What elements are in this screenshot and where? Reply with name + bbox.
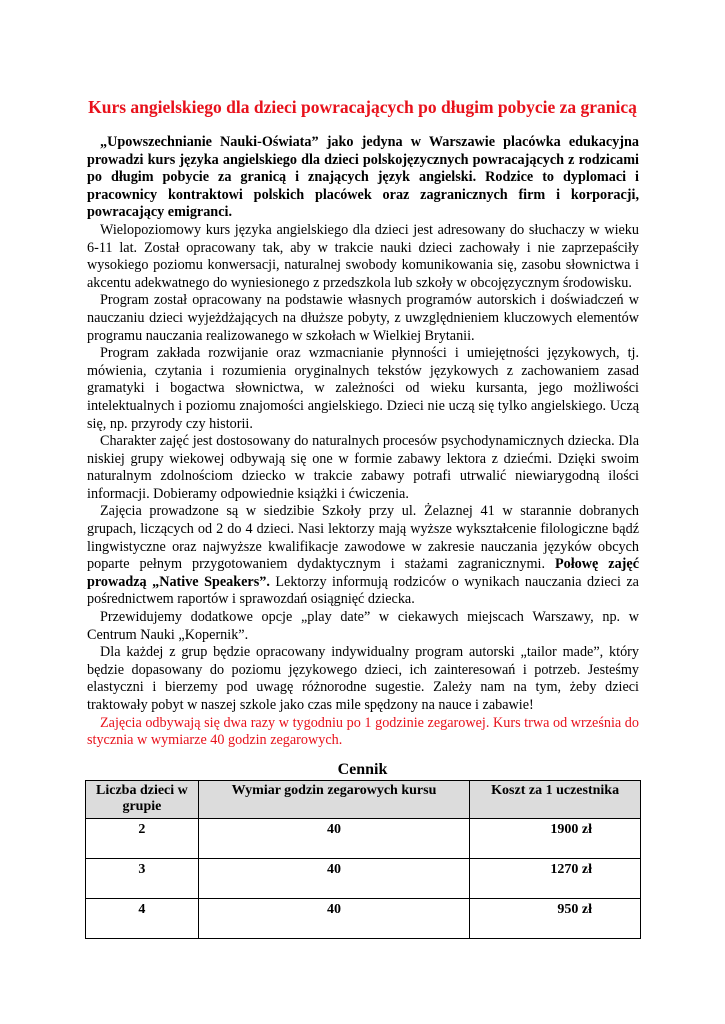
table-header-row (86, 781, 641, 819)
paragraph-class-character: Charakter zajęć jest dostosowany do naturalnych procesów psychodynamicznych dziecka. Dla niskiej grupy wiekowej odbywają się one w formie zabawy lektora z dziećmi. Dzięki swoim naturalnym zdolnościom dziecko w trakcie zabawy potrafi utrwalić niewiarygodną ilości informacji. Dobieramy odpowiednie książki i ćwiczenia. (87, 433, 639, 502)
paragraph-program-goals: Program zakłada rozwijanie oraz wzmacnianie płynności i umiejętności językowych, tj. mówienia, czytania i rozumienia oryginalnych tekstów językowych z zachowaniem zasad gramatyki i bogactwa słownictwa, w zależności od wieku kursanta, jego możliwości intelektualnych i poziomu znajomości angielskiego. Dzieci nie uczą się tylko angielskiego. Uczą się, np. przyrody czy historii. (87, 345, 639, 432)
cell-course-hours: 40 (198, 859, 469, 899)
price-table (85, 780, 641, 939)
table-row (86, 899, 641, 939)
cell-group-size: 4 (86, 899, 199, 939)
header-cost-per-participant: Koszt za 1 uczestnika (470, 781, 641, 819)
cell-cost: 1900 zł (470, 819, 641, 859)
cell-course-hours: 40 (198, 819, 469, 859)
paragraph-location-part2: Lektorzy informują rodziców o wynikach nauczania dzieci za pośrednictwem raportów i sprawozdań osiągnięć dziecka. (87, 573, 639, 608)
cell-group-size: 2 (86, 819, 199, 859)
cell-cost: 1270 zł (470, 859, 641, 899)
paragraph-play-date: Przewidujemy dodatkowe opcje „play date” w ciekawych miejscach Warszawy, np. w Centrum Nauki „Kopernik”. (87, 609, 639, 643)
header-group-size: Liczba dzieci w grupie (86, 781, 199, 819)
intro-paragraph: „Upowszechnianie Nauki-Oświata” jako jedyna w Warszawie placówka edukacyjna prowadzi kurs języka angielskiego dla dzieci polskojęzycznych powracających z rodzicami po długim pobycie za granicą i znających język angielski. Rodzice to dyplomaci i pracownicy kontraktowi polskich placówek oraz zagranicznych firm i korporacji, powracający emigranci. (87, 134, 639, 221)
price-table-heading: Cennik (337, 761, 388, 778)
cell-cost: 950 zł (470, 899, 641, 939)
paragraph-schedule: Zajęcia odbywają się dwa razy w tygodniu po 1 godzinie zegarowej. Kurs trwa od września do stycznia w wymiarze 40 godzin zegarowych. (87, 714, 639, 749)
document-body (87, 134, 639, 750)
table-row (86, 859, 641, 899)
paragraph-program-basis: Program został opracowany na podstawie własnych programów autorskich i doświadczeń w nauczaniu dzieci wyjeżdżających na dłuższe pobyty, z uwzględnieniem kluczowych elementów programu nauczania realizowanego w szkołach w Wielkiej Brytanii. (87, 292, 639, 344)
paragraph-tailor-made: Dla każdej z grup będzie opracowany indywidualny program autorski „tailor made”, który będzie dopasowany do poziomu językowego dzieci, ich zainteresowań i potrzeb. Jesteśmy elastyczni i bierzemy pod uwagę różnorodne sugestie. Zależy nam na tym, żeby dzieci traktowały pobyt w naszej szkole jako czas mile spędzony na nauce i zabawie! (87, 644, 639, 713)
cell-course-hours: 40 (198, 899, 469, 939)
paragraph-location-teachers (87, 503, 639, 609)
paragraph-location-part1: Zajęcia prowadzone są w siedzibie Szkoły przy ul. Żelaznej 41 w starannie dobranych grupach, liczących od 2 do 4 dzieci. Nasi lektorzy mają wyższe wykształcenie filologiczne bądź lingwistyczne oraz najwyższe kwalifikacje zawodowe w zakresie nauczania języków obcych poparte pełnym przygotowaniem dydaktycznym i stażami zagranicznymi. (87, 503, 639, 573)
document-title: Kurs angielskiego dla dzieci powracających po długim pobycie za granicą (88, 97, 637, 117)
header-course-hours: Wymiar godzin zegarowych kursu (198, 781, 469, 819)
native-speakers-highlight: Połowę zajęć prowadzą „Native Speakers”. (87, 556, 639, 590)
table-row (86, 819, 641, 859)
paragraph-course-description: Wielopoziomowy kurs języka angielskiego dla dzieci jest adresowany do słuchaczy w wieku 6-11 lat. Został opracowany tak, aby w trakcie nauki dzieci zachowały i nie zaprzepaściły wysokiego poziomu konwersacji, naturalnej swobody komunikowania się, zasobu słownictwa i akcentu adekwatnego do wyniesionego z przedszkola lub szkoły w obcojęzycznym środowisku. (87, 221, 639, 291)
cell-group-size: 3 (86, 859, 199, 899)
